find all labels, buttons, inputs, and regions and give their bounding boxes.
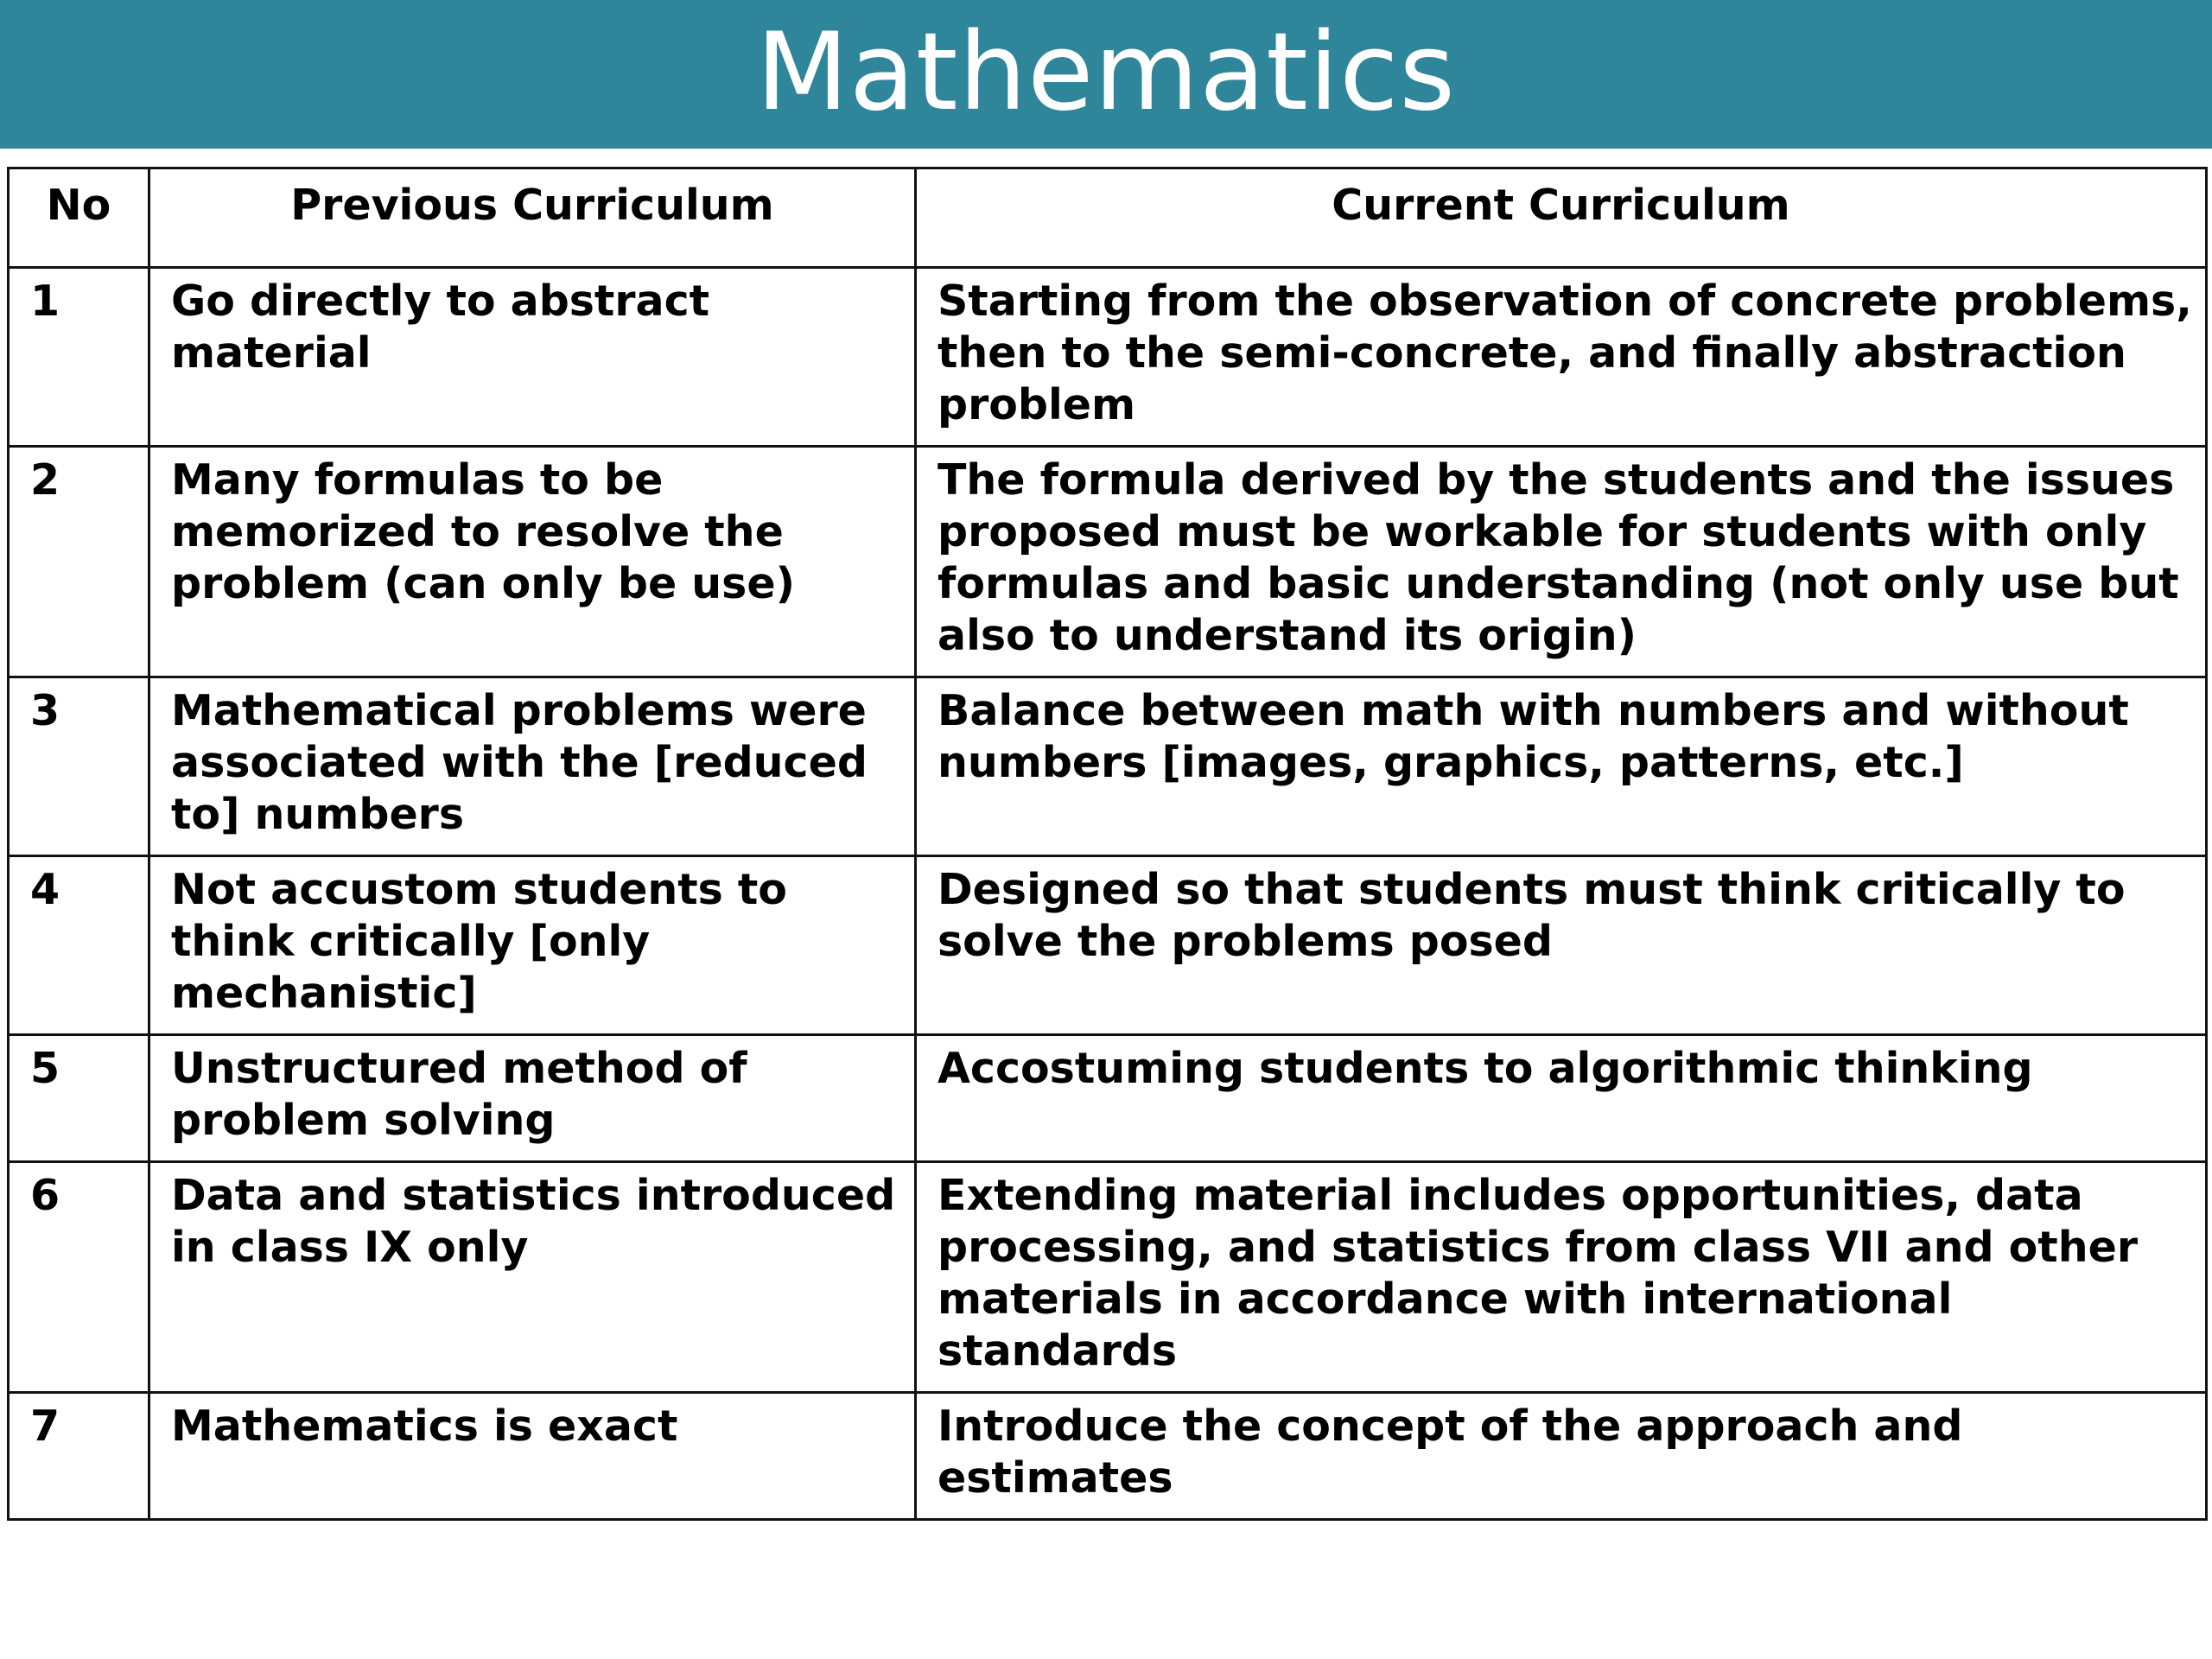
current-curriculum-cell: Balance between math with numbers and without numbers [images, graphics, patterns, etc.] (916, 677, 2207, 856)
current-curriculum-cell: The formula derived by the students and the issues proposed must be workable for students with only formulas and basic understanding (not only use but also to understand its origin) (916, 447, 2207, 677)
header-current-curriculum: Current Curriculum (916, 168, 2207, 268)
row-number: 4 (9, 856, 149, 1035)
header-previous-curriculum: Previous Curriculum (149, 168, 916, 268)
previous-curriculum-cell: Data and statistics introduced in class IX only (149, 1162, 916, 1393)
previous-curriculum-cell: Not accustom students to think critically [only mechanistic] (149, 856, 916, 1035)
row-number: 5 (9, 1035, 149, 1162)
previous-curriculum-cell: Unstructured method of problem solving (149, 1035, 916, 1162)
row-number: 3 (9, 677, 149, 856)
header-no: No (9, 168, 149, 268)
table-row (9, 677, 2207, 856)
table-row (9, 856, 2207, 1035)
table-header-row (9, 168, 2207, 268)
previous-curriculum-cell: Many formulas to be memorized to resolve the problem (can only be use) (149, 447, 916, 677)
previous-curriculum-cell: Mathematical problems were associated with the [reduced to] numbers (149, 677, 916, 856)
previous-curriculum-cell: Mathematics is exact (149, 1393, 916, 1520)
previous-curriculum-cell: Go directly to abstract material (149, 268, 916, 447)
row-number: 7 (9, 1393, 149, 1520)
row-number: 1 (9, 268, 149, 447)
slide-title: Mathematics (755, 10, 1457, 135)
table-row (9, 1162, 2207, 1393)
row-number: 6 (9, 1162, 149, 1393)
table-row (9, 1393, 2207, 1520)
title-bar (0, 0, 2212, 149)
current-curriculum-cell: Introduce the concept of the approach and estimates (916, 1393, 2207, 1520)
row-number: 2 (9, 447, 149, 677)
curriculum-comparison-table (7, 167, 2208, 1521)
current-curriculum-cell: Designed so that students must think critically to solve the problems posed (916, 856, 2207, 1035)
table-row (9, 1035, 2207, 1162)
current-curriculum-cell: Starting from the observation of concrete problems, then to the semi-concrete, and finally abstraction problem (916, 268, 2207, 447)
table-row (9, 447, 2207, 677)
current-curriculum-cell: Accostuming students to algorithmic thinking (916, 1035, 2207, 1162)
table-row (9, 268, 2207, 447)
current-curriculum-cell: Extending material includes opportunities, data processing, and statistics from class VII and other materials in accordance with international standards (916, 1162, 2207, 1393)
